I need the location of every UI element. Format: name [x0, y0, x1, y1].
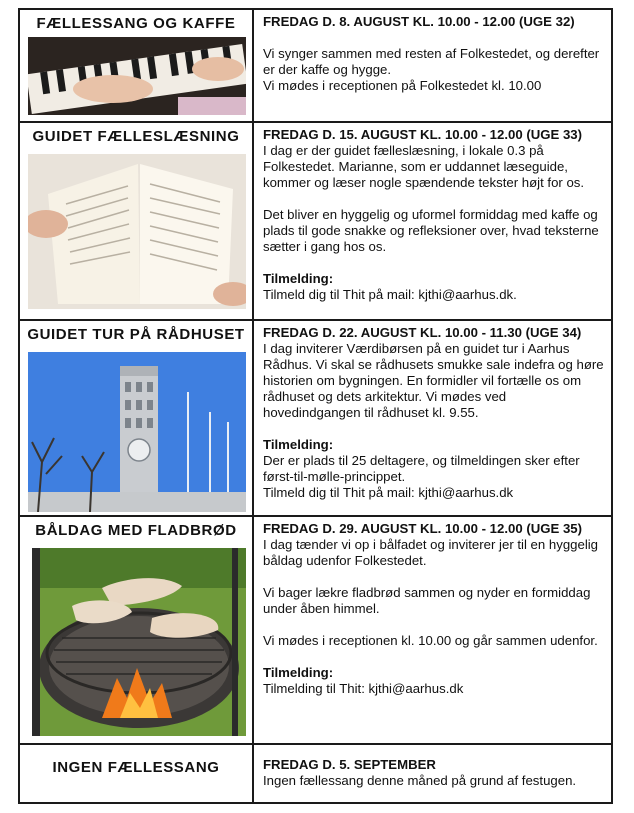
signup-label: Tilmelding: [263, 271, 334, 286]
event-description: Ingen fællessang denne måned på grund af festugen. [263, 773, 577, 788]
event-row [20, 10, 611, 123]
signup-text: Der er plads til 25 deltagere, og tilmeldingen sker efter først-til-mølle-princippet. [263, 453, 580, 484]
event-date-heading: FREDAG D. 29. AUGUST KL. 10.00 - 12.00 (UGE 35) [263, 521, 583, 536]
event-title: GUIDET TUR PÅ RÅDHUSET [27, 326, 245, 343]
signup-text-2: Tilmeld dig til Thit på mail: kjthi@aarhus.dk [263, 485, 514, 500]
event-date-heading: FREDAG D. 8. AUGUST KL. 10.00 - 12.00 (UGE 32) [263, 14, 575, 29]
event-details [256, 123, 611, 319]
city-hall-photo [28, 352, 246, 512]
signup-label: Tilmelding: [263, 665, 334, 680]
event-description-2: Vi bager lækre fladbrød sammen og nyder en formiddag under åben himmel. [263, 585, 591, 616]
event-description-2: Det bliver en hyggelig og uformel formiddag med kaffe og plads til gode snakke og refleksioner over, hvad teksterne sætter i gang hos os. [263, 207, 599, 254]
event-image-cell [20, 123, 254, 319]
event-description: I dag inviterer Værdibørsen på en guidet tur i Aarhus Rådhus. Vi skal se rådhusets smukke sale indefra og høre historien om bygningen. En formidler vil fortælle os om rådhuset og dets arkitektur. Vi mødes ved hovedindgangen til rådhuset kl. 9.55. [263, 341, 604, 420]
event-row [20, 321, 611, 517]
event-details [256, 10, 611, 121]
event-image-cell [20, 10, 254, 121]
event-description: I dag tænder vi op i bålfadet og inviterer jer til en hyggelig båldag udenfor Folkestedet. [263, 537, 599, 568]
event-details [256, 321, 611, 515]
event-meeting-info: Vi mødes i receptionen kl. 10.00 og går sammen udenfor. [263, 633, 598, 648]
event-row [20, 123, 611, 321]
campfire-photo [32, 548, 246, 736]
event-date-heading: FREDAG D. 22. AUGUST KL. 10.00 - 11.30 (UGE 34) [263, 325, 582, 340]
book-photo [28, 154, 246, 309]
event-date-heading: FREDAG D. 15. AUGUST KL. 10.00 - 12.00 (UGE 33) [263, 127, 583, 142]
event-title: INGEN FÆLLESSANG [52, 759, 220, 776]
event-image-cell [20, 745, 254, 802]
event-description: Vi synger sammen med resten af Folkestedet, og derefter er der kaffe og hygge. [263, 46, 600, 77]
event-description: I dag er der guidet fælleslæsning, i lokale 0.3 på Folkestedet. Marianne, som er uddannet læseguide, kommer og læser nogle spændende tekster højt for os. [263, 143, 585, 190]
signup-label: Tilmelding: [263, 437, 334, 452]
signup-text: Tilmelding til Thit: kjthi@aarhus.dk [263, 681, 464, 696]
event-row [20, 517, 611, 745]
event-details [256, 517, 611, 743]
event-image-cell [20, 321, 254, 515]
event-meeting-info: Vi mødes i receptionen på Folkestedet kl. 10.00 [263, 78, 542, 93]
event-image-cell [20, 517, 254, 743]
events-table [18, 8, 613, 804]
event-row [20, 745, 611, 802]
signup-text: Tilmeld dig til Thit på mail: kjthi@aarhus.dk. [263, 287, 517, 302]
event-date-heading: FREDAG D. 5. SEPTEMBER [263, 757, 436, 772]
event-title: FÆLLESSANG OG KAFFE [36, 15, 236, 32]
piano-photo [28, 37, 246, 115]
event-title: BÅLDAG MED FLADBRØD [35, 522, 237, 539]
event-details [256, 745, 611, 802]
event-title: GUIDET FÆLLESLÆSNING [32, 128, 240, 145]
